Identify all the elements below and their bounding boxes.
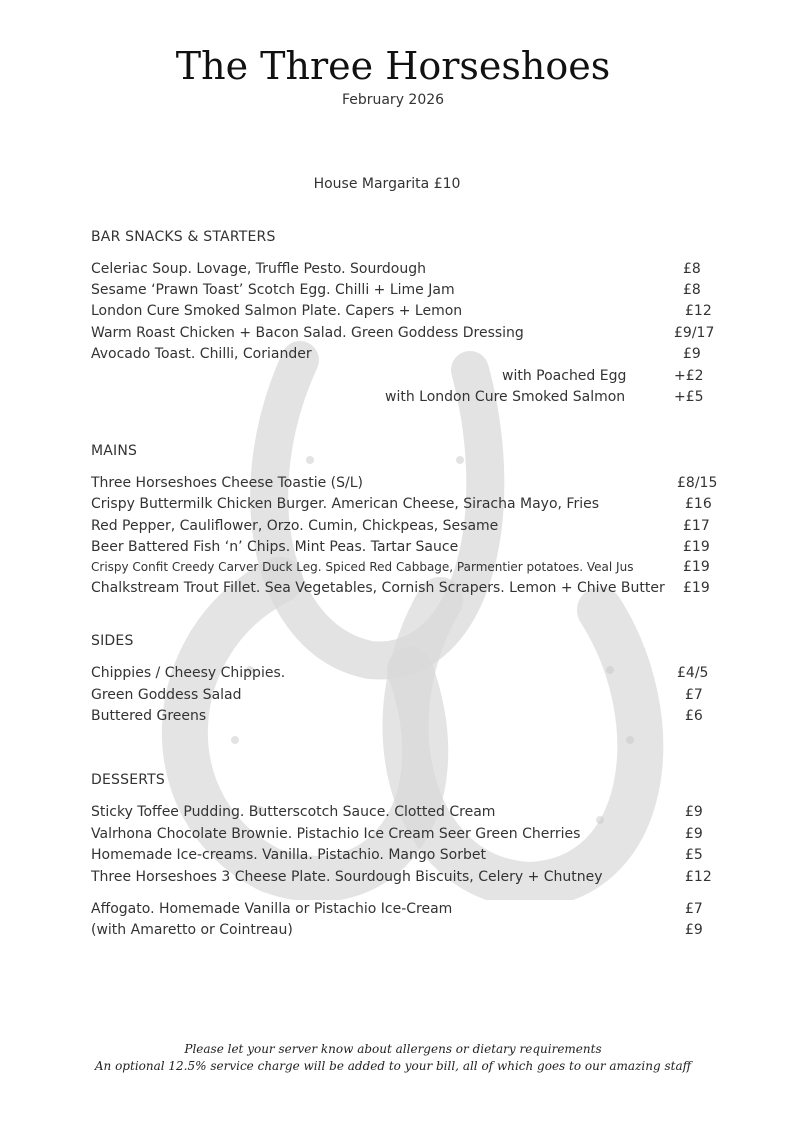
menu-item [91,473,741,494]
section-heading-mains: MAINS [91,443,138,459]
menu-item-price: £19 [683,539,710,555]
menu-item-price: £7 [685,901,703,917]
menu-item-price: £4/5 [677,665,709,681]
menu-item-name: Valrhona Chocolate Brownie. Pistachio Ice Cream Seer Green Cherries [91,826,581,842]
menu-item-price: £8/15 [677,475,718,491]
menu-item-name: Beer Battered Fish ‘n’ Chips. Mint Peas. Tartar Sauce [91,539,459,555]
menu-date: February 2026 [341,92,445,108]
section-heading-starters: BAR SNACKS & STARTERS [91,229,276,245]
menu-item [91,802,741,823]
menu-item [91,494,741,515]
menu-item [91,280,741,301]
menu-item-name: Chalkstream Trout Fillet. Sea Vegetables, Cornish Scrapers. Lemon + Chive Butter [91,580,665,596]
menu-item [91,344,741,365]
menu-item [91,259,741,280]
menu-item-name: Crispy Buttermilk Chicken Burger. American Cheese, Siracha Mayo, Fries [91,496,599,512]
menu-item-extra-price: +£5 [674,389,704,405]
menu-item-name: Sticky Toffee Pudding. Butterscotch Sauce. Clotted Cream [91,804,496,820]
menu-item [91,663,741,684]
menu-item-price: £19 [683,580,710,596]
menu-item [91,920,741,941]
menu-item-price: £16 [685,496,712,512]
menu-item-name: Three Horseshoes Cheese Toastie (S/L) [91,475,364,491]
menu-item-price: £5 [685,847,703,863]
menu-item-price: £9/17 [674,325,715,341]
menu-item-price: £12 [685,869,712,885]
menu-item-extra [91,387,741,408]
menu-item-price: £7 [685,687,703,703]
featured-drink: House Margarita £10 [313,176,461,192]
menu-item [91,301,741,322]
menu-item-price: £9 [685,922,703,938]
menu-item-name: Warm Roast Chicken + Bacon Salad. Green Goddess Dressing [91,325,524,341]
menu-item-name: Buttered Greens [91,708,207,724]
menu-item [91,845,741,866]
menu-item [91,685,741,706]
menu-item-name: Homemade Ice-creams. Vanilla. Pistachio. Mango Sorbet [91,847,486,863]
menu-item [91,578,741,599]
allergen-notice: Please let your server know about allergens or dietary requirements [184,1042,602,1056]
menu-item-price: £9 [685,826,703,842]
menu-item [91,706,741,727]
service-charge-notice: An optional 12.5% service charge will be added to your bill, all of which goes to our amazing staff [94,1059,692,1073]
menu-item-price: £6 [685,708,703,724]
menu-item-price: £9 [683,346,701,362]
menu-item-name: Sesame ‘Prawn Toast’ Scotch Egg. Chilli + Lime Jam [91,282,455,298]
section-heading-desserts: DESSERTS [91,772,165,788]
menu-item-name: Celeriac Soup. Lovage, Truffle Pesto. Sourdough [91,261,426,277]
menu-item-name: Avocado Toast. Chilli, Coriander [91,346,312,362]
page-title: The Three Horseshoes [175,44,611,88]
menu-item [91,899,741,920]
menu-item-name: Chippies / Cheesy Chippies. [91,665,286,681]
menu-item [91,867,741,888]
menu-item-price: £8 [683,282,701,298]
menu-item-extra-name: with Poached Egg [502,368,627,384]
menu-item-extra-name: with London Cure Smoked Salmon [385,389,626,405]
menu-item-price: £17 [683,518,710,534]
menu-item-name: Affogato. Homemade Vanilla or Pistachio Ice-Cream [91,901,453,917]
menu-item-price: £9 [685,804,703,820]
menu-item-extra-price: +£2 [674,368,704,384]
menu-item [91,323,741,344]
menu-item-name: Crispy Confit Creedy Carver Duck Leg. Spiced Red Cabbage, Parmentier potatoes. Veal Jus [91,560,634,574]
menu-item-name: (with Amaretto or Cointreau) [91,922,293,938]
menu-item-price: £19 [683,559,710,575]
menu-item [91,516,741,537]
menu-item-price: £12 [685,303,712,319]
menu-item-name: London Cure Smoked Salmon Plate. Capers + Lemon [91,303,463,319]
menu-item-price: £8 [683,261,701,277]
menu-item-name: Three Horseshoes 3 Cheese Plate. Sourdough Biscuits, Celery + Chutney [91,869,603,885]
menu-item-name: Red Pepper, Cauliflower, Orzo. Cumin, Chickpeas, Sesame [91,518,499,534]
menu-item [91,537,741,558]
menu-item-extra [91,366,741,387]
menu-item [91,824,741,845]
menu-item [91,557,741,578]
section-heading-sides: SIDES [91,633,134,649]
menu-item-name: Green Goddess Salad [91,687,242,703]
